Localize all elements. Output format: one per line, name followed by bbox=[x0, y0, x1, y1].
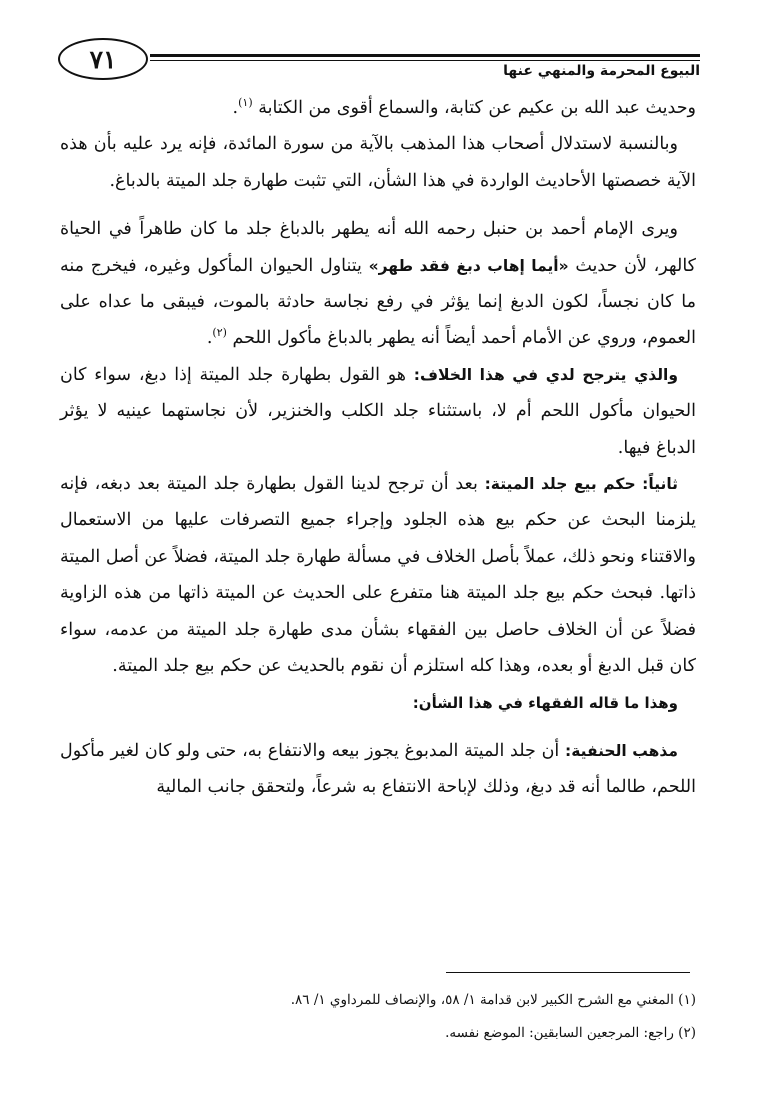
paragraph-6-text: أن جلد الميتة المدبوغ يجوز بيعه والانتفاع به، حتى ولو كان لغير مأكول اللحم، طالما أنه قد دبغ، وذلك لإباحة الانتفاع به شرعاً، ولتحقق جانب المالية bbox=[60, 740, 696, 798]
section-heading: ثانياً: حكم بيع جلد الميتة: bbox=[484, 475, 678, 494]
footnote-1: (١) المغني مع الشرح الكبير لابن قدامة ١/ ٥٨، والإنصاف للمرداوي ١/ ٨٦. bbox=[290, 992, 696, 1008]
paragraph-3 bbox=[60, 211, 696, 357]
paragraph-4-lead: والذي يترجح لدي في هذا الخلاف: bbox=[413, 365, 678, 384]
footnote-separator bbox=[446, 972, 690, 973]
paragraph-3-text-a: ويرى الإمام أحمد بن حنبل رحمه الله أنه يطهر بالدباغ جلد ما كان طاهراً في الحياة كالهر، لأن حديث bbox=[60, 219, 696, 276]
paragraph-4 bbox=[60, 357, 696, 466]
footnote-ref-2: (٢) bbox=[212, 326, 227, 340]
footnote-ref-1: (١) bbox=[238, 96, 253, 110]
paragraph-6-lead: مذهب الحنفية: bbox=[565, 741, 678, 760]
paragraph-5-text: بعد أن ترجح لدينا القول بطهارة جلد الميتة بعد دبغه، فإنه يلزمنا البحث عن حكم بيع هذه الجلود وإجراء جميع التصرفات عليها من الاستعمال والاقتناء ونحو ذلك، عملاً بأصل الخلاف في مسألة طهارة جلد الميتة، فضلاً عن أصل الميتة ذاتها. فبحث حكم بيع جلد الميتة هنا متفرع على الحديث عن الميتة ذاتها من هذه الزاوية فضلاً عن أن الخلاف حاصل بين الفقهاء بشأن مدى طهارة جلد الميتة من عدمه، سواء كان قبل الدبغ أو بعده، وهذا كله استلزم أن نقوم بالحديث عن حكم بيع جلد الميتة. bbox=[60, 474, 696, 677]
paragraph-3-end: . bbox=[206, 328, 213, 349]
hadith-quote: «أيما إهاب دبغ فقد طهر» bbox=[368, 256, 569, 275]
paragraph-3-text-b: يتناول الحيوان المأكول وغيره، فيخرج منه ما كان نجساً، لكون الدبغ إنما يؤثر في رفع نجاسة حادثة بالموت، فيبقى ما عداه على العموم، وروي عن الأمام أحمد أيضاً أنه يطهر بالدباغ مأكول اللحم bbox=[60, 255, 696, 349]
paragraph-4-text: هو القول بطهارة جلد الميتة إذا دبغ، سواء كان الحيوان مأكول اللحم أم لا، باستثناء جلد الكلب والخنزير، لأن نجاستهما عينيه لا يؤثر الدباغ فيها. bbox=[60, 364, 696, 458]
page-number: ٧١ bbox=[58, 38, 148, 80]
paragraph-2: وبالنسبة لاستدلال أصحاب هذا المذهب بالآية من سورة المائدة، فإنه يرد عليه بأن هذه الآية خصصتها الأحاديث الواردة في هذا الشأن، التي تثبت طهارة جلد الميتة بالدباغ. bbox=[60, 134, 696, 191]
paragraph-1 bbox=[60, 90, 696, 126]
subheading: وهذا ما قاله الفقهاء في هذا الشأن: bbox=[412, 693, 678, 712]
paragraph-5 bbox=[60, 466, 696, 684]
paragraph-1-end: . bbox=[232, 98, 239, 118]
main-text bbox=[60, 90, 696, 806]
paragraph-1-text: وحديث عبد الله بن عكيم عن كتابة، والسماع أقوى من الكتابة bbox=[258, 98, 696, 118]
footnotes bbox=[60, 984, 696, 1050]
header-rule-thin bbox=[150, 60, 700, 61]
paragraph-6 bbox=[60, 733, 696, 806]
page-header bbox=[58, 30, 700, 86]
running-title: البيوع المحرمة والمنهي عنها bbox=[503, 63, 700, 79]
header-rule-thick bbox=[150, 54, 700, 57]
footnote-2: (٢) راجع: المرجعين السابقين: الموضع نفسه. bbox=[445, 1025, 696, 1041]
